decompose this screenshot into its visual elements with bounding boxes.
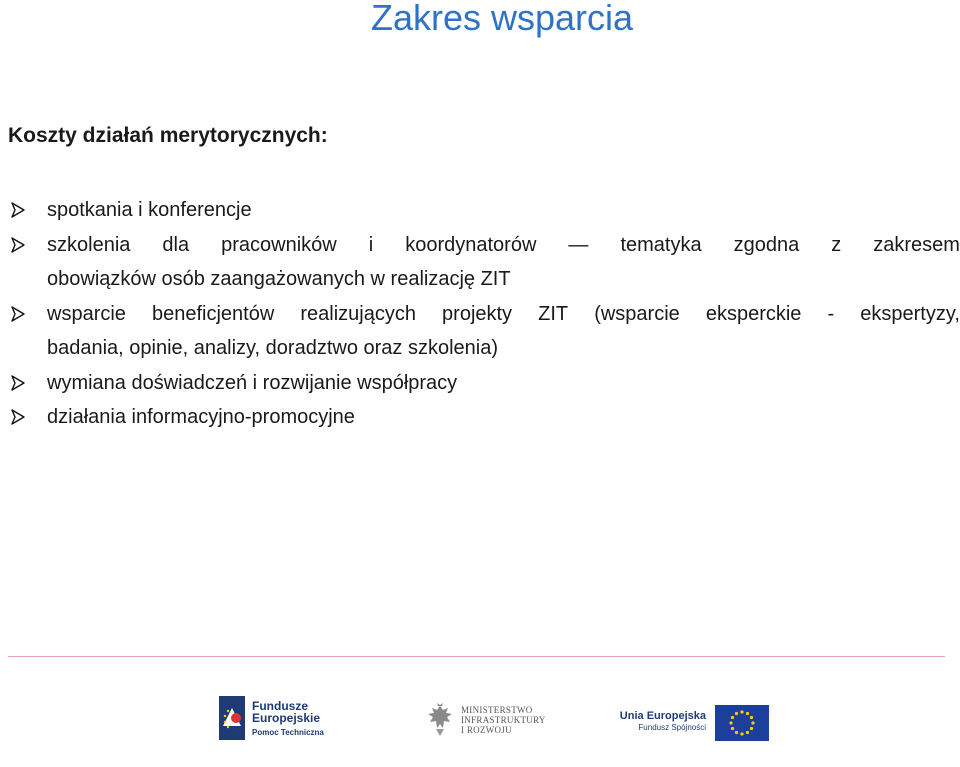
word: zakresem (873, 233, 960, 256)
eu-text: Unia Europejska Fundusz Spójności (619, 710, 706, 732)
polish-eagle-emblem-icon (424, 702, 456, 738)
arrow-bullet-icon (10, 306, 26, 322)
list-item-text: wymiana doświadczeń i rozwijanie współpracy (47, 371, 458, 394)
list-item (8, 366, 960, 401)
list-item (8, 193, 960, 228)
eu-flag-icon (715, 705, 769, 741)
word: (wsparcie (594, 302, 680, 325)
word: ZIT (538, 302, 569, 325)
list-item (8, 400, 960, 435)
arrow-bullet-icon (10, 375, 26, 391)
arrow-bullet-icon (10, 409, 26, 425)
word: koordynatorów (405, 233, 537, 256)
word: projekty (442, 302, 513, 325)
footer-divider (8, 656, 945, 657)
justified-line (47, 297, 960, 332)
arrow-bullet-icon (10, 202, 26, 218)
word: beneficjentów (151, 302, 275, 325)
word: ekspertyzy, (860, 302, 960, 325)
word: tematyka (620, 233, 702, 256)
bullet-list (8, 193, 960, 435)
arrow-bullet-icon (10, 237, 26, 253)
word: i (368, 233, 374, 256)
fundusze-europejskie-text: Fundusze Europejskie Pomoc Techniczna (252, 699, 324, 737)
justified-line (47, 228, 960, 263)
word: wsparcie (47, 302, 126, 325)
logo-bar (192, 678, 787, 764)
word: dla (162, 233, 190, 256)
word: — (568, 233, 589, 256)
list-item-continuation: badania, opinie, analizy, doradztwo oraz szkolenia) (47, 337, 499, 359)
list-item-text: spotkania i konferencje (47, 199, 252, 221)
ministry-text: MINISTERSTWO INFRASTRUKTURY I ROZWOJU (461, 705, 546, 735)
word: zgodna (733, 233, 800, 256)
section-heading: Koszty działań merytorycznych: (8, 124, 328, 147)
word: - (827, 302, 835, 325)
word: eksperckie (705, 302, 802, 325)
list-item (8, 228, 960, 297)
list-item-text: działania informacyjno-promocyjne (47, 406, 355, 428)
list-item (8, 297, 960, 366)
word: pracowników (221, 233, 337, 256)
word: szkolenia (47, 233, 131, 256)
list-item-continuation: obowiązków osób zaangażowanych w realizację ZIT (47, 268, 511, 290)
fundusze-europejskie-logo-icon (219, 696, 245, 740)
word: z (831, 233, 842, 256)
word: realizujących (300, 302, 416, 325)
page-title: Zakres wsparcia (370, 0, 634, 38)
